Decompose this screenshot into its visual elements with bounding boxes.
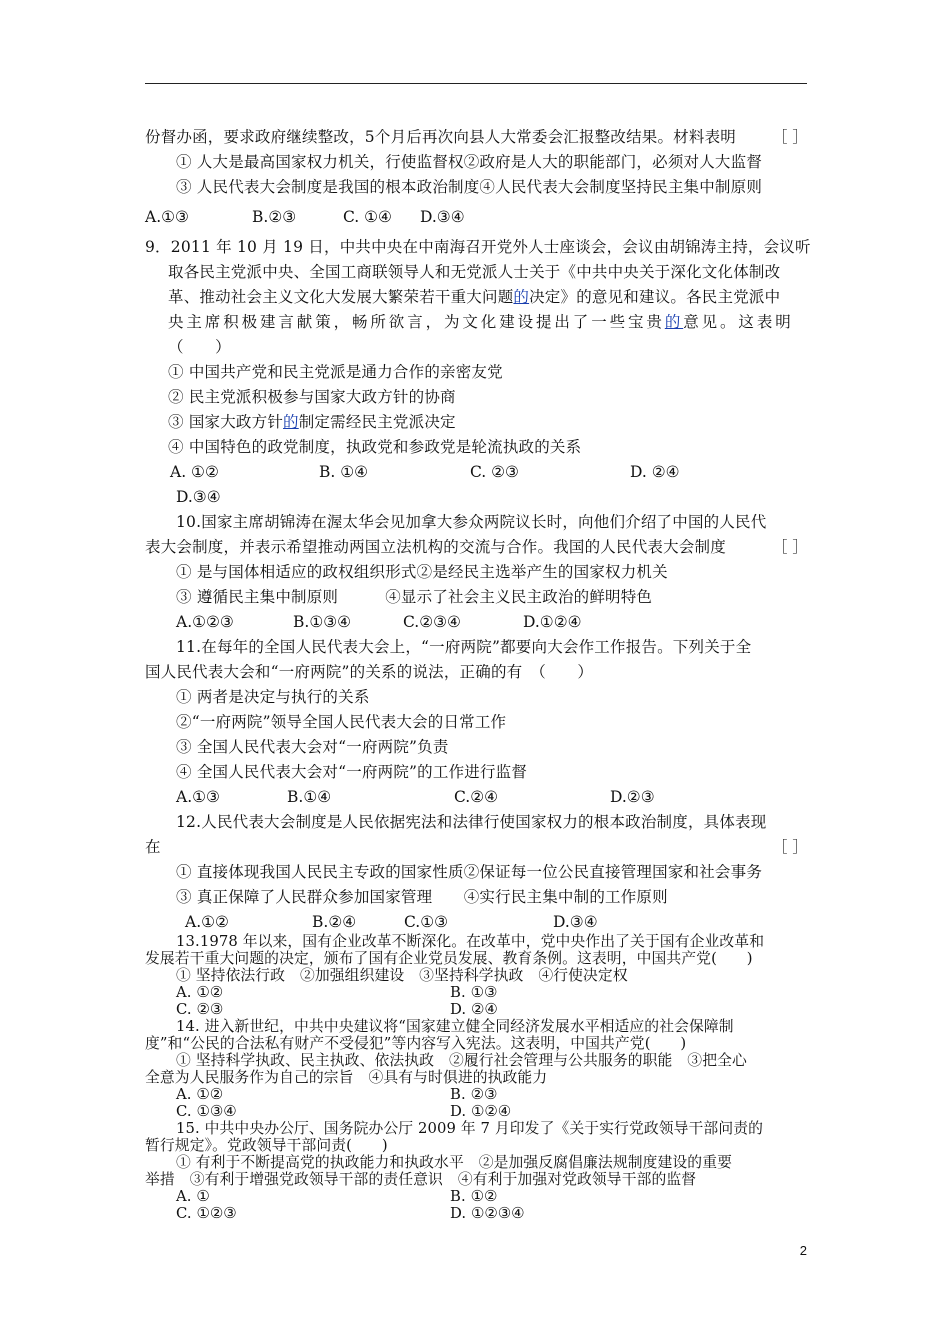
q12-choice-c: C.①③: [404, 913, 449, 931]
q13-stem-line1: 13.1978 年以来，国有企业改革不断深化。在改革中，党中央作出了关于国有企业改革和: [176, 933, 765, 950]
q11-option-4: ④ 全国人民代表大会对“一府两院”的工作进行监督: [176, 763, 528, 781]
q15-option-row1: ① 有利于不断提高党的执政能力和执政水平 ②是加强反腐倡廉法规制度建设的重要: [176, 1154, 732, 1171]
q10-option-row2: ③ 遵循民主集中制原则 ④显示了社会主义民主政治的鲜明特色: [176, 588, 653, 606]
q9-option-2: ② 民主党派积极参与国家大政方针的协商: [168, 388, 456, 406]
q10-choice-b: B.①③④: [293, 613, 352, 631]
q13-stem-line2: 发展若干重大问题的决定，颁布了国有企业党员发展、教育条例。这表明，中国共产党( ): [145, 950, 753, 967]
q9-stem-line4-b: 意见。这表明: [683, 313, 794, 331]
q13-choice-b: B. ①③: [450, 984, 498, 1001]
q12-choice-a: A.①②: [185, 913, 229, 931]
q9-stem-line2: 取各民主党派中央、全国工商联领导人和无党派人士关于《中共中央关于深化文化体制改: [168, 263, 781, 281]
q11-option-3: ③ 全国人民代表大会对“一府两院”负责: [176, 738, 449, 756]
q9-answer-paren: （ ）: [168, 338, 231, 356]
q9-option-3-a: ③ 国家大政方针: [168, 413, 284, 431]
q8-choice-c: C. ①④: [343, 208, 392, 226]
q14-option-row2: 全意为人民服务作为自己的宗旨 ④具有与时俱进的执政能力: [145, 1069, 548, 1086]
q12-stem-line2: 在: [145, 838, 161, 856]
q14-choice-a: A. ①②: [176, 1086, 224, 1103]
q9-choice-c: C. ②③: [470, 463, 519, 481]
q15-choice-d: D. ①②③④: [450, 1205, 525, 1222]
q9-stem-line4-a: 央主席积极建言献策，畅所欲言，为文化建设提出了一些宝贵: [168, 313, 665, 331]
q9-inline-link-3[interactable]: 的: [283, 413, 299, 431]
q13-choice-c: C. ②③: [176, 1001, 224, 1018]
q12-choice-d: D.③④: [553, 913, 598, 931]
q8-answer-bracket: ［ ］: [772, 128, 808, 146]
q9-choice-extra: D.③④: [176, 488, 221, 506]
q14-choice-d: D. ①②④: [450, 1103, 512, 1120]
q8-line1: 份督办函，要求政府继续整改，5个月后再次向县人大常委会汇报整改结果。材料表明: [145, 128, 736, 146]
q9-stem-line3-a: 革、推动社会主义文化大发展大繁荣若干重大问题: [168, 288, 514, 306]
q12-answer-bracket: ［ ］: [772, 838, 808, 856]
q10-choice-c: C.②③④: [403, 613, 461, 631]
q9-inline-link-2[interactable]: 的: [664, 313, 684, 331]
q9-inline-link-1[interactable]: 的: [513, 288, 530, 306]
q11-choice-b: B.①④: [287, 788, 332, 806]
q15-choice-c: C. ①②③: [176, 1205, 237, 1222]
q10-stem-line1: 10.国家主席胡锦涛在渥太华会见加拿大参众两院议长时，向他们介绍了中国的人民代: [176, 513, 767, 531]
q11-choice-a: A.①③: [176, 788, 220, 806]
q9-option-3-b: 制定需经民主党派决定: [298, 413, 456, 431]
header-rule: [145, 83, 807, 84]
q15-choice-a: A. ①: [176, 1188, 210, 1205]
q10-choice-a: A.①②③: [176, 613, 234, 631]
q14-choice-c: C. ①③④: [176, 1103, 237, 1120]
q10-stem-line2: 表大会制度，并表示希望推动两国立法机构的交流与合作。我国的人民代表大会制度: [145, 538, 726, 556]
q10-option-row1: ① 是与国体相适应的政权组织形式②是经民主选举产生的国家权力机关: [176, 563, 668, 581]
q14-stem-line2: 度”和“公民的合法私有财产不受侵犯”等内容写入宪法。这表明，中国共产党( ): [145, 1035, 687, 1052]
q9-choice-b: B. ①④: [319, 463, 369, 481]
q15-choice-b: B. ①②: [450, 1188, 498, 1205]
q15-stem-line2: 暂行规定》。党政领导干部问责( ): [145, 1137, 388, 1154]
q8-choice-b: B.②③: [252, 208, 297, 226]
q8-option-row1: ① 人大是最高国家权力机关，行使监督权②政府是人大的职能部门，必须对人大监督: [176, 153, 763, 171]
q9-stem-line1: 9．2011 年 10 月 19 日，中共中央在中南海召开党外人士座谈会，会议由胡锦涛主持，会议听: [145, 238, 811, 256]
q14-stem-line1: 14. 进入新世纪，中共中央建议将“国家建立健全同经济发展水平相适应的社会保障制: [176, 1018, 734, 1035]
q12-stem-line1: 12.人民代表大会制度是人民依据宪法和法律行使国家权力的根本政治制度，具体表现: [176, 813, 767, 831]
q9-option-3: [168, 412, 456, 432]
q9-choice-a: A. ①②: [170, 463, 219, 481]
q13-choice-d: D. ②④: [450, 1001, 498, 1018]
q9-stem-line3-b: 决定》的意见和建议。各民主党派中: [529, 288, 781, 306]
q8-choice-a: A.①③: [145, 208, 189, 226]
q10-choice-d: D.①②④: [523, 613, 582, 631]
q11-stem-line1: 11.在每年的全国人民代表大会上，“一府两院”都要向大会作工作报告。下列关于全: [176, 638, 752, 656]
q11-option-1: ① 两者是决定与执行的关系: [176, 688, 370, 706]
q14-choice-b: B. ②③: [450, 1086, 498, 1103]
q11-choice-d: D.②③: [610, 788, 655, 806]
page-number: 2: [799, 1243, 807, 1258]
q12-option-row2: ③ 真正保障了人民群众参加国家管理 ④实行民主集中制的工作原则: [176, 888, 668, 906]
q11-option-2: ②“一府两院”领导全国人民代表大会的日常工作: [176, 713, 507, 731]
q9-choice-d: D. ②④: [630, 463, 680, 481]
q12-choice-b: B.②④: [312, 913, 357, 931]
q13-choice-a: A. ①②: [176, 984, 224, 1001]
q11-stem-line2: 国人民代表大会和“一府两院”的关系的说法，正确的有 （ ）: [145, 663, 594, 681]
q9-stem-line4: [168, 312, 794, 332]
q10-answer-bracket: ［ ］: [772, 538, 808, 556]
q15-stem-line1: 15. 中共中央办公厅、国务院办公厅 2009 年 7 月印发了《关于实行党政领导干部问责的: [176, 1120, 764, 1137]
q14-option-row1: ① 坚持科学执政、民主执政、依法执政 ②履行社会管理与公共服务的职能 ③把全心: [176, 1052, 747, 1069]
q9-option-1: ① 中国共产党和民主党派是通力合作的亲密友党: [168, 363, 503, 381]
q12-option-row1: ① 直接体现我国人民民主专政的国家性质②保证每一位公民直接管理国家和社会事务: [176, 863, 763, 881]
q9-option-4: ④ 中国特色的政党制度，执政党和参政党是轮流执政的关系: [168, 438, 582, 456]
q15-option-row2: 举措 ③有利于增强党政领导干部的责任意识 ④有利于加强对党政领导干部的监督: [145, 1171, 697, 1188]
q9-stem-line3: [168, 287, 780, 307]
q8-choice-d: D.③④: [420, 208, 465, 226]
q11-choice-c: C.②④: [454, 788, 499, 806]
q13-option-row: ① 坚持依法行政 ②加强组织建设 ③坚持科学执政 ④行使决定权: [176, 967, 628, 984]
q8-option-row2: ③ 人民代表大会制度是我国的根本政治制度④人民代表大会制度坚持民主集中制原则: [176, 178, 763, 196]
